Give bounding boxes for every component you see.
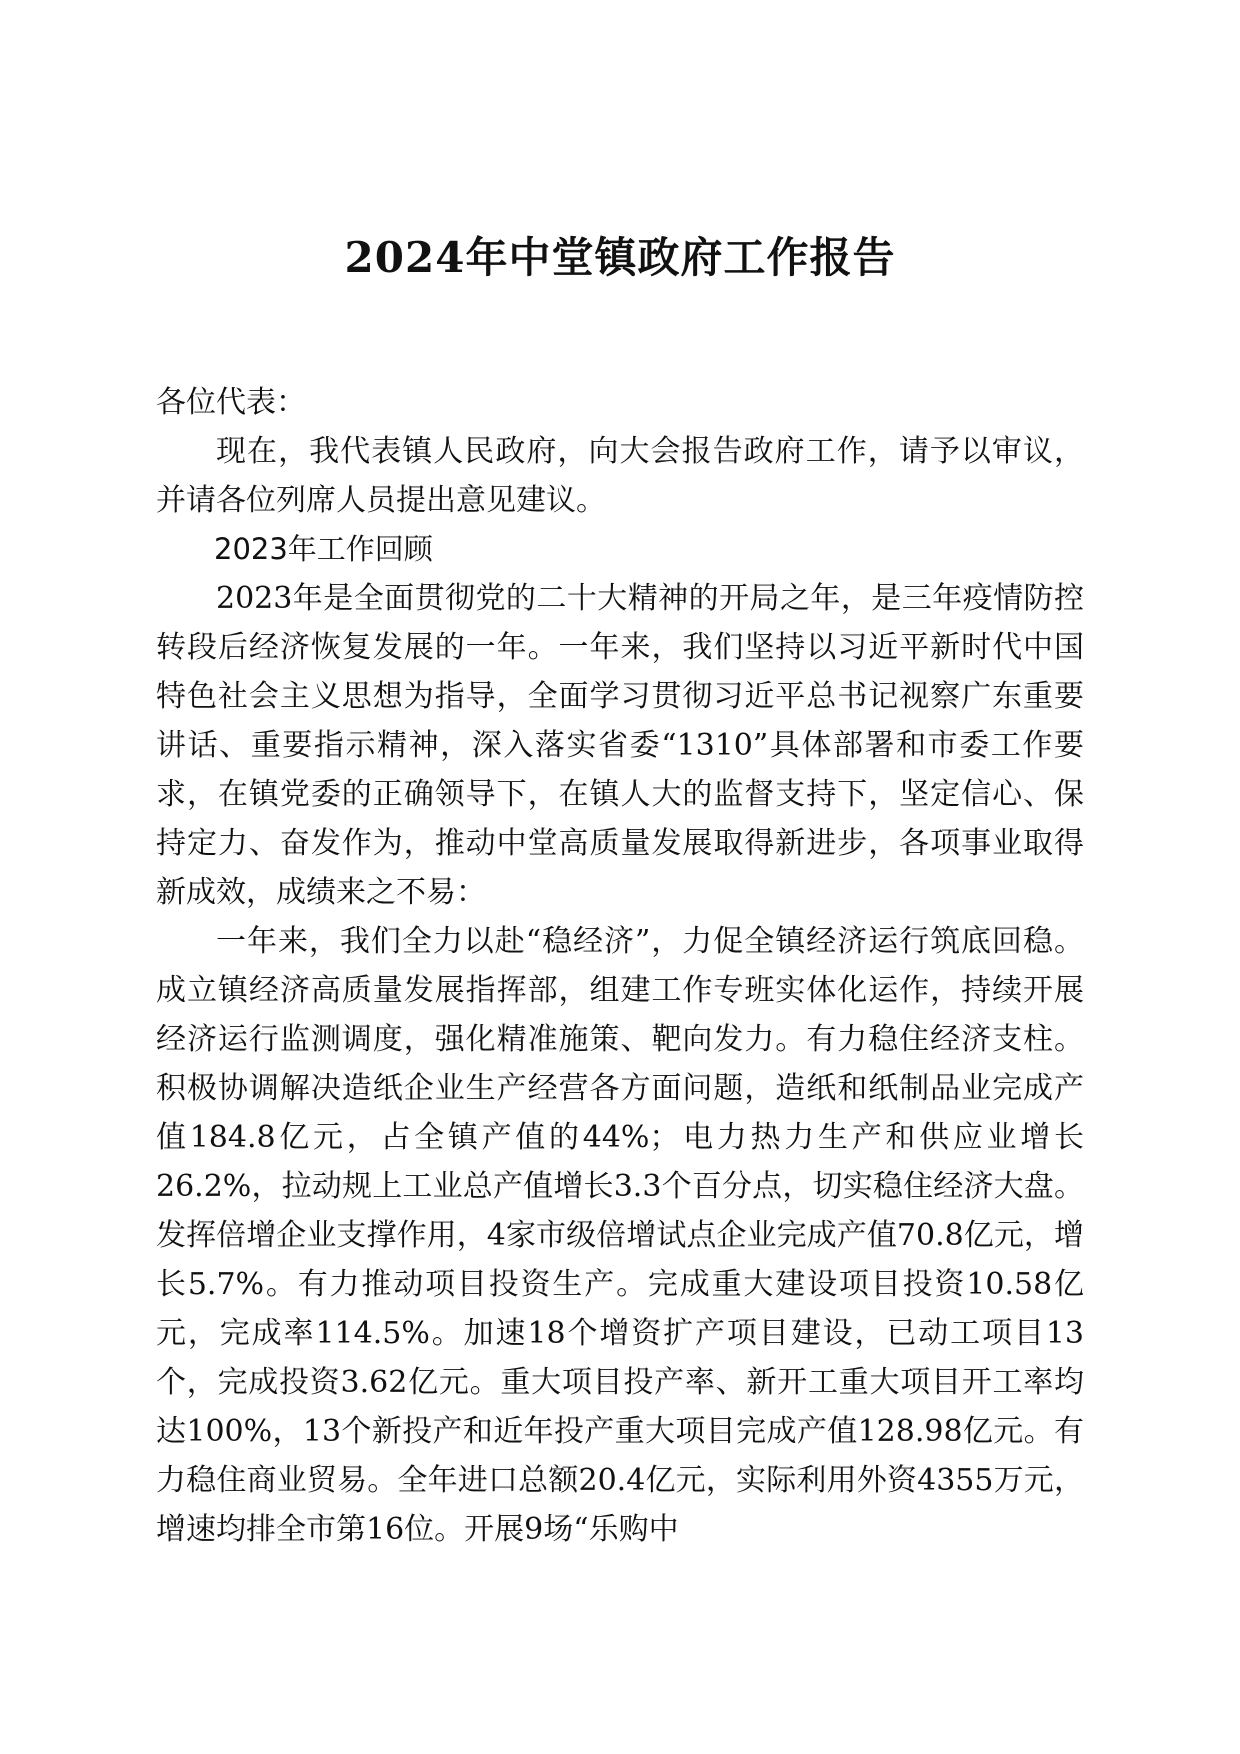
salutation: 各位代表： xyxy=(156,385,306,420)
body-paragraph: 一年来，我们全力以赴“稳经济”，力促全镇经济运行筑底回稳。成立镇经济高质量发展指挥部，组建工作专班实体化运作，持续开展经济运行监测调度，强化精准施策、靶向发力。有力稳住经济支柱。积极协调解决造纸企业生产经营各方面问题，造纸和纸制品业完成产值184.8亿元，占全镇产值的44%；电力热力生产和供应业增长26.2%，拉动规上工业总产值增长3.3个百分点，切实稳住经济大盘。发挥倍增企业支撑作用，4家市级倍增试点企业完成产值70.8亿元，增长5.7%。有力推动项目投资生产。完成重大建设项目投资10.58亿元，完成率114.5%。加速18个增资扩产项目建设，已动工项目13个，完成投资3.62亿元。重大项目投产率、新开工重大项目开工率均达100%，13个新投产和近年投产重大项目完成产值128.98亿元。有力稳住商业贸易。全年进口总额20.4亿元，实际利用外资4355万元，增速均排全市第16位。开展9场“乐购中 xyxy=(156,924,1084,1547)
body-paragraph: 2023年是全面贯彻党的二十大精神的开局之年，是三年疫情防控转段后经济恢复发展的一年。一年来，我们坚持以习近平新时代中国特色社会主义思想为指导，全面学习贯彻习近平总书记视察广东重要讲话、重要指示精神，深入落实省委“1310”具体部署和市委工作要求，在镇党委的正确领导下，在镇人大的监督支持下，坚定信心、保持定力、奋发作为，推动中堂高质量发展取得新进步，各项事业取得新成效，成绩来之不易： xyxy=(156,581,1084,910)
section-heading: 2023年工作回顾 xyxy=(214,532,433,566)
intro-paragraph: 现在，我代表镇人民政府，向大会报告政府工作，请予以审议，并请各位列席人员提出意见建议。 xyxy=(156,434,1084,518)
document-title: 2024年中堂镇政府工作报告 xyxy=(344,233,896,282)
document-body xyxy=(156,378,1084,1554)
